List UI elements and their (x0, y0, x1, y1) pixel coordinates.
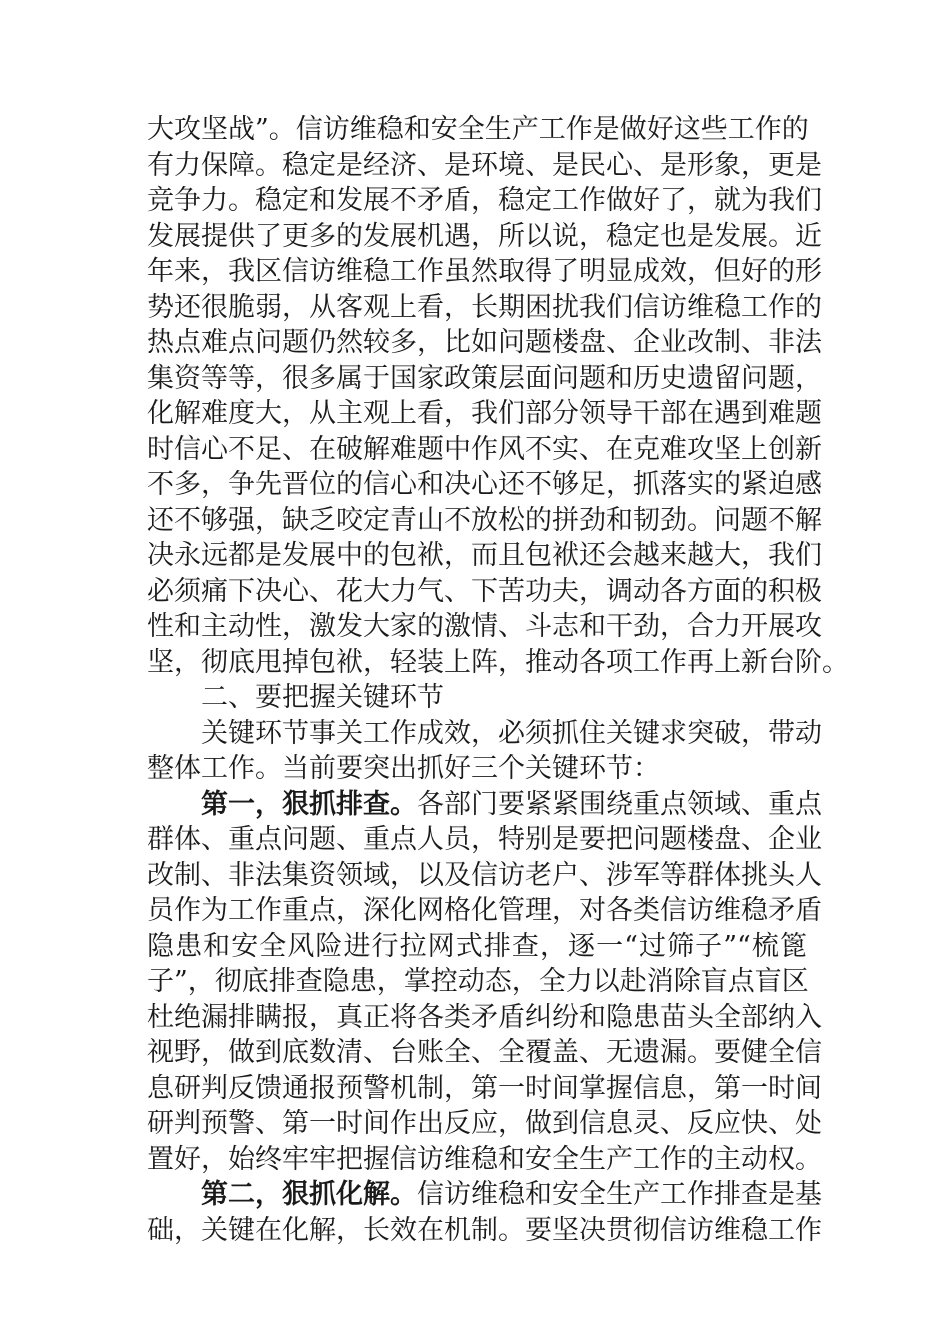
text-line: 隐患和安全风险进行拉网式排查，逐一“过筛子”“梳篦 (147, 930, 807, 962)
text-line: 热点难点问题仍然较多，比如问题楼盘、企业改制、非法 (147, 327, 822, 358)
text-line: 不多，争先晋位的信心和决心还不够足，抓落实的紧迫感 (147, 469, 822, 500)
bold-lead: 第二，狠抓化解。 (201, 1179, 417, 1210)
text-line: 竞争力。稳定和发展不矛盾，稳定工作做好了，就为我们 (147, 185, 822, 216)
text-line (147, 1177, 822, 1213)
text-run: 信访维稳和安全生产工作排查是基 (417, 1179, 822, 1210)
text-line: 子”，彻底排查隐患，掌控动态，全力以赴消除盲点盲区 (147, 966, 809, 997)
text-line: 大攻坚战”。信访维稳和安全生产工作是做好这些工作的 (147, 114, 809, 145)
text-line: 还不够强，缺乏咬定青山不放松的拼劲和韧劲。问题不解 (147, 504, 822, 536)
text-run: 各部门要紧紧围绕重点领域、重点 (417, 788, 822, 820)
text-line: 发展提供了更多的发展机遇，所以说，稳定也是发展。近 (147, 220, 822, 252)
text-line: 决永远都是发展中的包袱，而且包袱还会越来越大，我们 (147, 540, 822, 571)
text-line: 关键环节事关工作成效，必须抓住关键求突破，带动 (201, 717, 822, 749)
text-line: 础，关键在化解，长效在机制。要坚决贯彻信访维稳工作 (147, 1214, 822, 1246)
section-heading: 二、要把握关键环节 (201, 682, 444, 713)
text-line: 化解难度大，从主观上看，我们部分领导干部在遇到难题 (147, 398, 822, 429)
paragraph-stability (147, 112, 849, 680)
document-page (147, 112, 849, 1248)
text-line: 视野，做到底数清、台账全、全覆盖、无遗漏。要健全信 (147, 1037, 822, 1068)
text-line (147, 787, 822, 823)
text-line: 年来，我区信访维稳工作虽然取得了明显成效，但好的形 (147, 256, 822, 287)
text-line: 整体工作。当前要突出抓好三个关键环节： (147, 753, 660, 784)
text-line: 时信心不足、在破解难题中作风不实、在克难攻坚上创新 (147, 433, 822, 465)
bold-lead: 第一，狠抓排查。 (201, 788, 417, 820)
text-line: 员作为工作重点，深化网格化管理，对各类信访维稳矛盾 (147, 895, 822, 926)
text-line: 改制、非法集资领域，以及信访老户、涉军等群体挑头人 (147, 859, 822, 891)
text-line: 坚，彻底甩掉包袱，轻装上阵，推动各项工作再上新台阶。 (147, 646, 849, 678)
text-line: 群体、重点问题、重点人员，特别是要把问题楼盘、企业 (147, 824, 822, 855)
text-line: 势还很脆弱，从客观上看，长期困扰我们信访维稳工作的 (147, 291, 822, 323)
text-line: 置好，始终牢牢把握信访维稳和安全生产工作的主动权。 (147, 1143, 822, 1175)
text-line: 性和主动性，激发大家的激情、斗志和干劲，合力开展攻 (147, 611, 822, 642)
text-line: 研判预警、第一时间作出反应，做到信息灵、反应快、处 (147, 1108, 822, 1139)
paragraph-key-links (147, 716, 822, 787)
paragraph-screening (147, 787, 822, 1178)
text-line: 杜绝漏排瞒报，真正将各类矛盾纠纷和隐患苗头全部纳入 (147, 1001, 822, 1033)
text-line: 息研判反馈通报预警机制，第一时间掌握信息，第一时间 (147, 1072, 822, 1104)
text-line: 必须痛下决心、花大力气、下苦功夫，调动各方面的积极 (147, 575, 822, 607)
text-line: 有力保障。稳定是经济、是环境、是民心、是形象，更是 (147, 149, 822, 181)
text-line: 集资等等，很多属于国家政策层面问题和历史遗留问题， (147, 362, 822, 394)
paragraph-resolution (147, 1177, 822, 1248)
